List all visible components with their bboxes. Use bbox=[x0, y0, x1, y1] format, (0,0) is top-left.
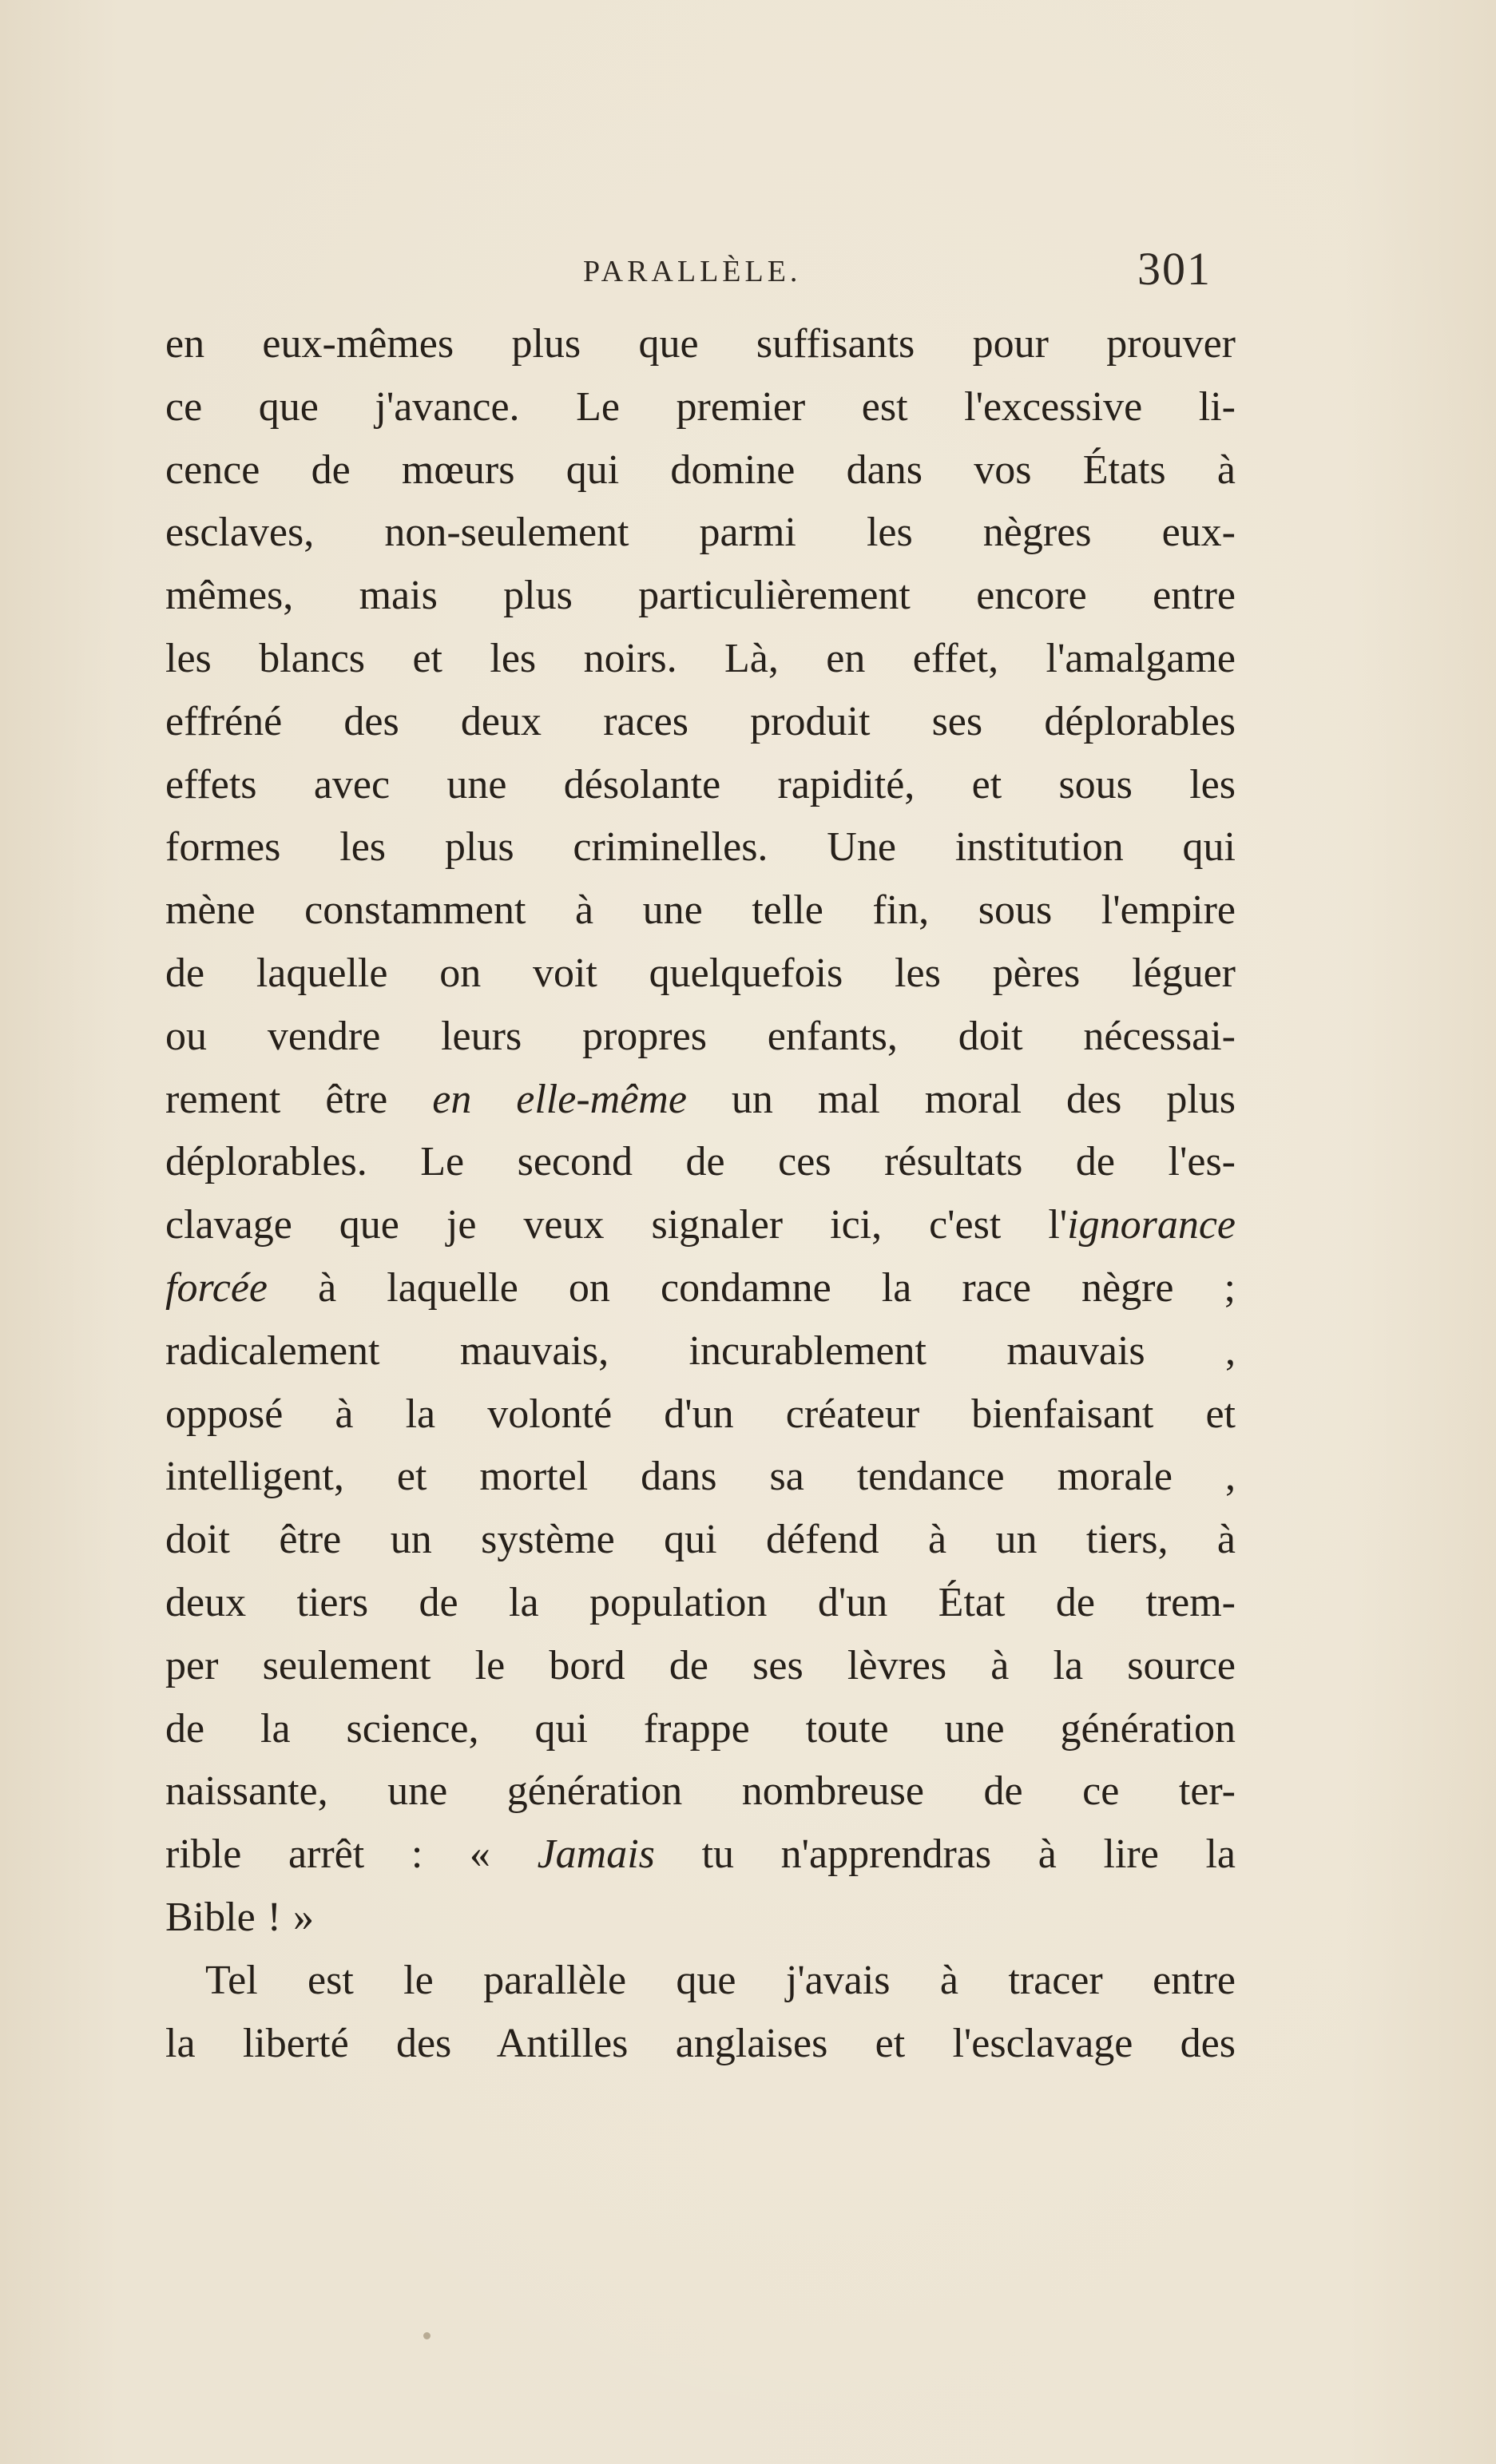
text-line bbox=[165, 1823, 1236, 1887]
italic-phrase: forcée bbox=[165, 1264, 268, 1311]
text-segment: clavage que je veux signaler ici, c'est l' bbox=[165, 1202, 1068, 1248]
italic-phrase: ignorance bbox=[1067, 1202, 1236, 1248]
text-segment: à laquelle on condamne la race nègre ; bbox=[268, 1264, 1236, 1311]
text-line: effets avec une désolante rapidité, et sous les bbox=[165, 761, 1236, 807]
text-line: naissante, une génération nombreuse de ce ter- bbox=[165, 1768, 1236, 1815]
text-line: déplorables. Le second de ces résultats de l'es- bbox=[165, 1139, 1236, 1185]
text-segment: tu n'apprendras à lire la bbox=[654, 1831, 1236, 1878]
running-title: PARALLÈLE. bbox=[583, 255, 802, 288]
text-line: per seulement le bord de ses lèvres à la source bbox=[165, 1642, 1236, 1688]
text-line: de laquelle on voit quelquefois les pères léguer bbox=[165, 950, 1236, 996]
text-line bbox=[165, 1257, 1236, 1320]
text-line: deux tiers de la population d'un État de trem- bbox=[165, 1579, 1236, 1625]
text-line: radicalement mauvais, incurablement mauvais , bbox=[165, 1327, 1236, 1374]
text-segment: rement être bbox=[165, 1076, 433, 1122]
text-line: formes les plus criminelles. Une institution qui bbox=[165, 824, 1236, 871]
text-line: Bible ! » bbox=[165, 1894, 314, 1940]
text-line: mène constamment à une telle fin, sous l'empire bbox=[165, 887, 1236, 934]
text-line: en eux-mêmes plus que suffisants pour prouver bbox=[165, 321, 1236, 367]
text-line: Tel est le parallèle que j'avais à tracer entre bbox=[205, 1957, 1236, 2003]
text-line: mêmes, mais plus particulièrement encore entre bbox=[165, 573, 1236, 619]
text-line: les blancs et les noirs. Là, en effet, l'amalgame bbox=[165, 635, 1236, 681]
page-number: 301 bbox=[1137, 243, 1212, 295]
text-line: ce que j'avance. Le premier est l'excessive li- bbox=[165, 383, 1236, 430]
text-line: doit être un système qui défend à un tiers, à bbox=[165, 1517, 1236, 1563]
text-segment: rible arrêt : « bbox=[165, 1831, 538, 1878]
text-line: de la science, qui frappe toute une génération bbox=[165, 1705, 1236, 1752]
text-line bbox=[165, 1194, 1236, 1257]
text-line: cence de mœurs qui domine dans vos États à bbox=[165, 446, 1236, 493]
text-line: opposé à la volonté d'un créateur bienfaisant et bbox=[165, 1391, 1236, 1437]
text-line bbox=[165, 1069, 1236, 1132]
text-line: la liberté des Antilles anglaises et l'esclavage des bbox=[165, 2020, 1236, 2066]
text-line: effréné des deux races produit ses déplorables bbox=[165, 698, 1236, 744]
italic-phrase: en elle-même bbox=[432, 1076, 687, 1122]
text-segment: un mal moral des plus bbox=[686, 1076, 1236, 1122]
italic-phrase: Jamais bbox=[537, 1831, 655, 1878]
text-line: intelligent, et mortel dans sa tendance morale , bbox=[165, 1454, 1236, 1500]
text-line: ou vendre leurs propres enfants, doit nécessai- bbox=[165, 1013, 1236, 1059]
paper-speck bbox=[423, 2332, 431, 2339]
body-text bbox=[165, 313, 1236, 2075]
text-line: esclaves, non-seulement parmi les nègres eux- bbox=[165, 510, 1236, 556]
